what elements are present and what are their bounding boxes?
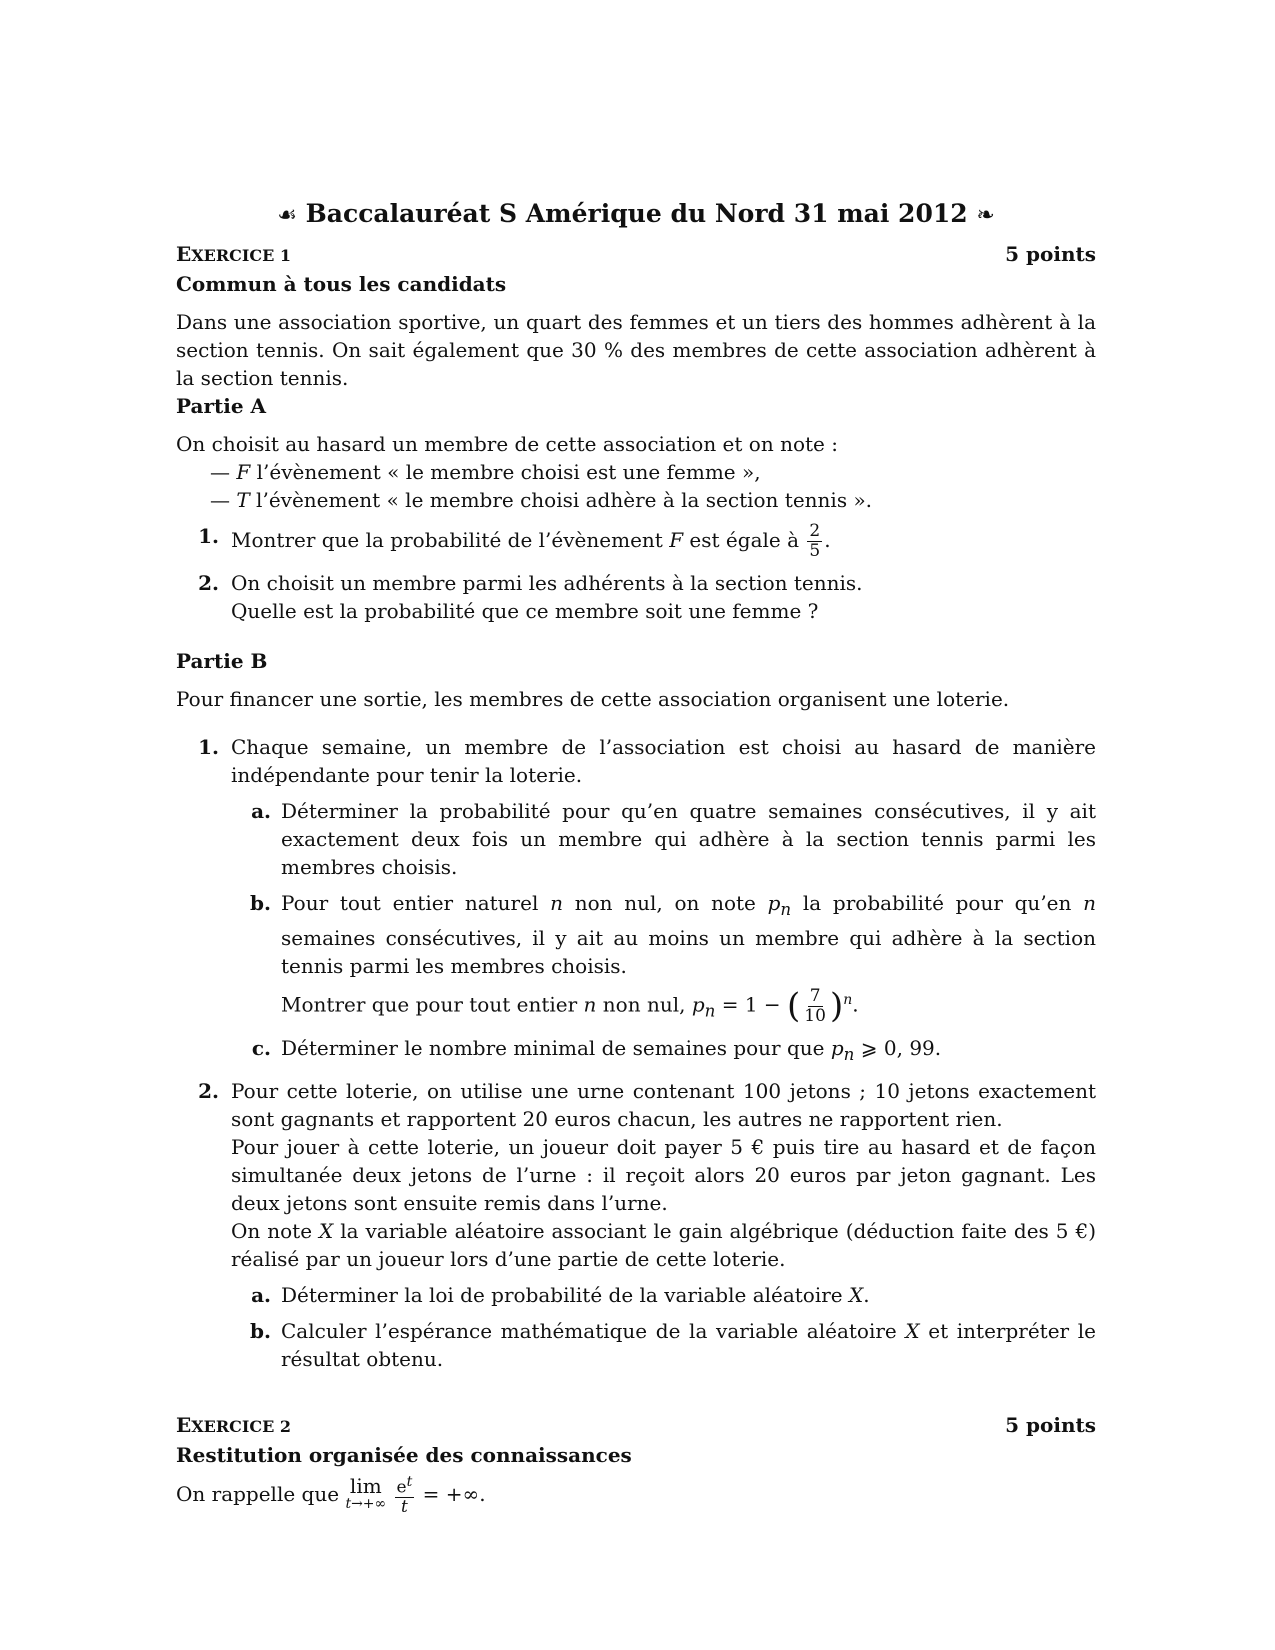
ornament-right-icon: ❧ [976,203,995,228]
part-b-question-1: 1. Chaque semaine, un membre de l’association est choisi au hasard de manière indépendante pour tenir la loterie. a. Déterminer la probabilité pour qu’en quatre semaines consécutives, il y ait exactement deux fois un membre qui adhère à la section tennis parmi les membres choisis. b. Pour tout entier naturel n non nul, on note $p_n$ la probabilité pour qu’en n semaines consécutives, il y ait au moins un membre qui adhère à la section tennis parmi les membres choisis. Montrer que pour tout entier n non nul, $p_n = 1$ − ( $\frac{7}{10}$ )$^n$. c. Déterminer le nombre minimal de semaines pour que $p_n$ ⩾ 0, 99. [176,733,1096,1069]
part-b-title: Partie B [176,649,268,673]
part-a-question-1: 1. Montrer que la probabilité de l’évènement F est égale à $\frac{2}{5}$ . [198,521,831,561]
ornament-left-icon: ☙ [277,203,297,228]
part-b-intro: Pour financer une sortie, les membres de cette association organisent une loterie. [176,687,1010,711]
fraction-exp-over-t: $\frac{e^t}{t}$ [396,1473,413,1518]
part-b-question-1c: c. Déterminer le nombre minimal de semaines pour que $p_n$ ⩾ 0, 99. [251,1035,942,1064]
part-a-intro: On choisit au hasard un membre de cette association et on note : [176,432,838,456]
part-a-question-2: 2. On choisit un membre parmi les adhérents à la section tennis. Quelle est la probabilité que ce membre soit une femme ? [198,571,863,623]
event-list [176,458,1096,514]
exercise-2-points: 5 points [1005,1412,1096,1437]
part-b-question-1b: b. Pour tout entier naturel n non nul, on note $p_n$ la probabilité pour qu’en n semaines consécutives, il y ait au moins un membre qui adhère à la section tennis parmi les membres choisis. Montrer que pour tout entier n non nul, $p_n = 1$ − ( $\frac{7}{10}$ )$^n$. [250,891,1097,1027]
part-b-question-2b: b. Calculer l’espérance mathématique de la variable aléatoire X et interpréter le résultat obtenu. [250,1318,1096,1371]
exercise-2-label: EXERCICE 2 [176,1412,292,1437]
page-title [176,200,1096,230]
exercise-2-header [176,1411,1096,1441]
exercise-2-subtitle: Restitution organisée des connaissances [176,1442,632,1467]
part-a-title: Partie A [176,394,267,418]
exercise-1-audience: Commun à tous les candidats [176,272,507,296]
title-text: Baccalauréat S Amérique du Nord 31 mai 2012 [305,199,968,228]
fraction-seven-tenths: $\frac{7}{10}$ [804,985,826,1026]
exercise-1-label: EXERCICE 1 [176,242,292,266]
limit-operator: lim t→+∞ [345,1473,387,1512]
list-item: — T l’évènement « le membre choisi adhère à la section tennis ». [210,486,1096,514]
fraction-two-fifths: $\frac{2}{5}$ [809,521,821,561]
exercise-1-points: 5 points [1005,242,1096,266]
limit-recall: On rappelle que lim t→+∞ $\frac{e^t}{t}$ = +∞. [176,1473,486,1518]
part-b-question-1a: a. Déterminer la probabilité pour qu’en quatre semaines consécutives, il y ait exactement deux fois un membre qui adhère à la section tennis parmi les membres choisis. [251,799,1096,879]
document-body [176,200,1096,1517]
part-b-question-2: 2. Pour cette loterie, on utilise une urne contenant 100 jetons ; 10 jetons exactement sont gagnants et rapportent 20 euros chacun, les autres ne rapportent rien. Pour jouer à cette loterie, un joueur doit payer 5 € puis tire au hasard et de façon simultanée deux jetons de l’urne : il reçoit alors 20 euros par jeton gagnant. Les deux jetons sont ensuite remis dans l’urne. On note X la variable aléatoire associant le gain algébrique (déduction faite des 5 €) réalisé par un joueur lors d’une partie de cette loterie. a. Déterminer la loi de probabilité de la variable aléatoire X. b. Calculer l’espérance mathématique de la variable aléatoire X et interpréter le résultat obtenu. [198,1078,1096,1371]
formula-pn: Montrer que pour tout entier n non nul, $p_n = 1$ − ( $\frac{7}{10}$ )$^n$. [281,985,859,1027]
part-b-question-2a: a. Déterminer la loi de probabilité de la variable aléatoire X. [251,1282,870,1307]
list-item: — F l’évènement « le membre choisi est une femme », [210,458,1096,486]
exercise-1-intro: Dans une association sportive, un quart des femmes et un tiers des hommes adhèrent à la section tennis. On sait également que 30 % des membres de cette association adhèrent à la section tennis. [176,310,1096,390]
exercise-1-header [176,240,1096,270]
